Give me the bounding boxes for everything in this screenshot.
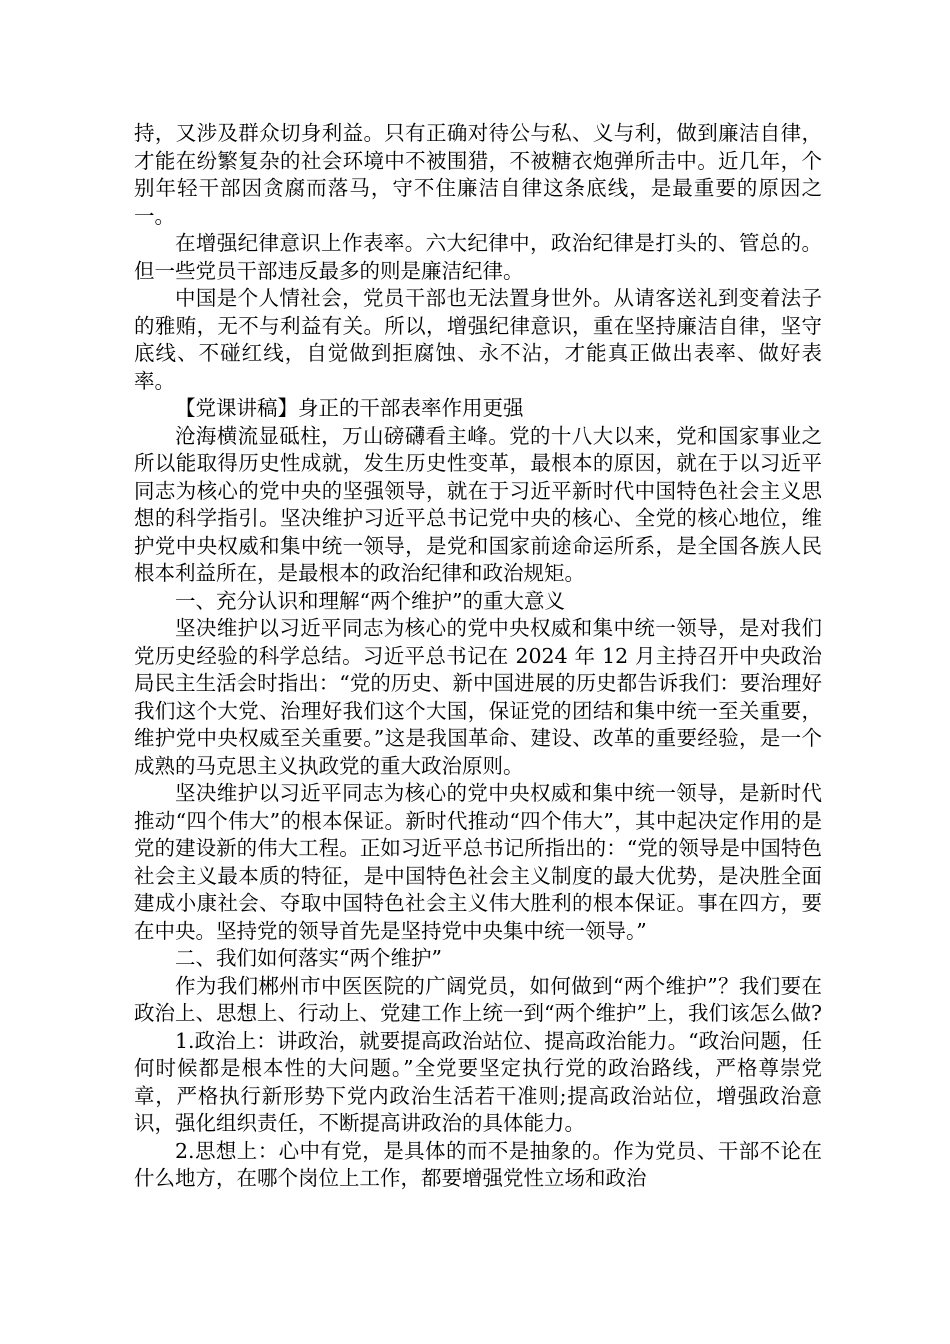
document-body	[134, 120, 822, 1193]
section-heading: 二、我们如何落实“两个维护”	[175, 946, 442, 970]
paragraph: 中国是个人情社会，党员干部也无法置身世外。从请客送礼到变着法子的雅贿，无不与利益有关。所以，增强纪律意识，重在坚持廉洁自律，坚守底线、不碰红线，自觉做到拒腐蚀、永不沾，才能真正做出表率、做好表率。	[134, 286, 822, 393]
paragraph: 1.政治上：讲政治，就要提高政治站位、提高政治能力。“政治问题，任何时候都是根本性的大问题。”全党要坚定执行党的政治路线，严格尊崇党章，严格执行新形势下党内政治生活若干准则;提高政治站位，增强政治意识，强化组织责任，不断提高讲政治的具体能力。	[134, 1028, 822, 1135]
paragraph: 持，又涉及群众切身利益。只有正确对待公与私、义与利，做到廉洁自律，才能在纷繁复杂的社会环境中不被围猎，不被糖衣炮弹所击中。近几年，个别年轻干部因贪腐而落马，守不住廉洁自律这条底线，是最重要的原因之一。	[134, 121, 822, 228]
paragraph: 在增强纪律意识上作表率。六大纪律中，政治纪律是打头的、管总的。但一些党员干部违反最多的则是廉洁纪律。	[134, 231, 822, 283]
paragraph: 坚决维护以习近平同志为核心的党中央权威和集中统一领导，是对我们党历史经验的科学总结。习近平总书记在 2024 年 12 月主持召开中央政治局民主生活会时指出：“党的历史、新中国进展的历史都告诉我们：要治理好我们这个大党、治理好我们这个大国，保证党的团结和集中统一至关重要，维护党中央权威至关重要。”这是我国革命、建设、改革的重要经验，是一个成熟的马克思主义执政党的重大政治原则。	[134, 616, 822, 778]
paragraph: 2.思想上：心中有党，是具体的而不是抽象的。作为党员、干部不论在什么地方，在哪个岗位上工作，都要增强党性立场和政治	[134, 1138, 822, 1190]
paragraph: 坚决维护以习近平同志为核心的党中央权威和集中统一领导，是新时代推动“四个伟大”的根本保证。新时代推动“四个伟大”，其中起决定作用的是党的建设新的伟大工程。正如习近平总书记所指出的：“党的领导是中国特色社会主义最本质的特征，是中国特色社会主义制度的最大优势，是决胜全面建成小康社会、夺取中国特色社会主义伟大胜利的根本保证。事在四方，要在中央。坚持党的领导首先是坚持党中央集中统一领导。”	[134, 781, 822, 943]
section-heading: 一、充分认识和理解“两个维护”的重大意义	[175, 588, 565, 613]
section-heading: 【党课讲稿】身正的干部表率作用更强	[175, 396, 524, 420]
paragraph: 作为我们郴州市中医医院的广阔党员，如何做到“两个维护”？我们要在政治上、思想上、行动上、党建工作上统一到“两个维护”上，我们该怎么做?	[134, 973, 822, 1025]
paragraph: 沧海横流显砥柱，万山磅礴看主峰。党的十八大以来，党和国家事业之所以能取得历史性成就，发生历史性变革，最根本的原因，就在于以习近平同志为核心的党中央的坚强领导，就在于习近平新时代中国特色社会主义思想的科学指引。坚决维护习近平总书记党中央的核心、全党的核心地位，维护党中央权威和集中统一领导，是党和国家前途命运所系，是全国各族人民根本利益所在，是最根本的政治纪律和政治规矩。	[134, 423, 822, 585]
